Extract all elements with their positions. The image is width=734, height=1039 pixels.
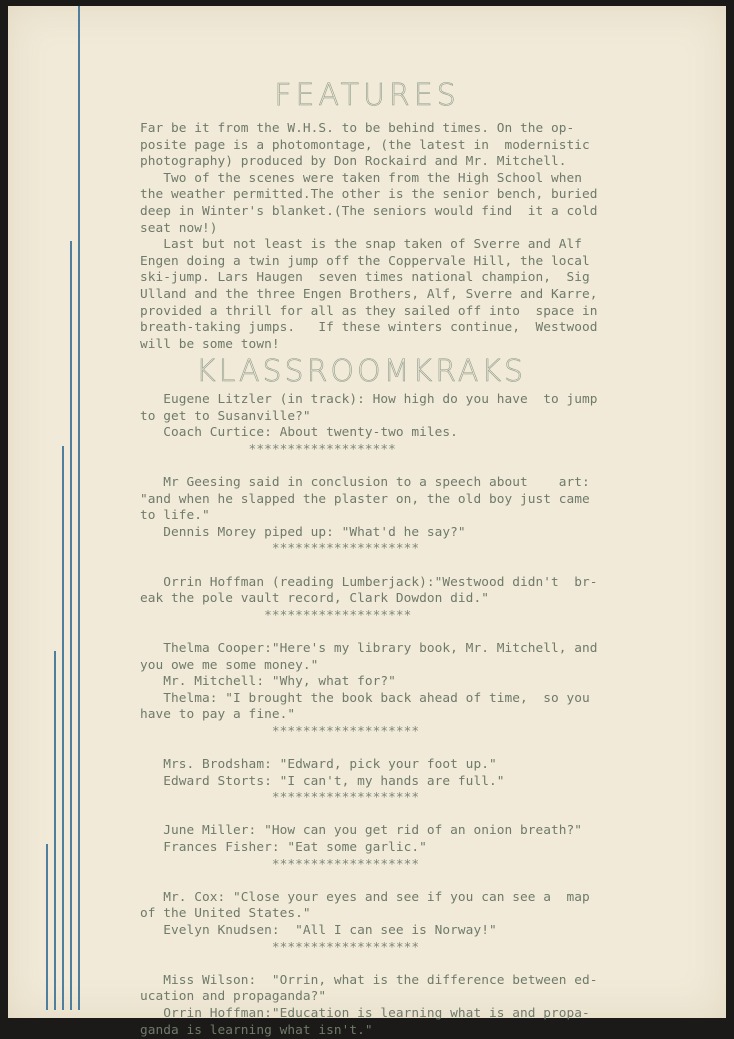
text-line: eak the pole vault record, Clark Dowdon did." [140,591,489,607]
text-line: Mrs. Brodsham: "Edward, pick your foot up." [140,757,497,773]
separator-line: ******************* [140,723,420,739]
text-line: Orrin Hoffman:"Education is learning what is and propa- [140,1005,590,1021]
text-line: the weather permitted.The other is the senior bench, buried [140,187,598,203]
text-line [140,558,708,575]
separator-line: ******************* [140,607,412,623]
text-line: Dennis Morey piped up: "What'd he say?" [140,524,466,540]
text-line: Engen doing a twin jump off the Coppervale Hill, the local [140,253,590,269]
text-line [140,458,708,475]
text-line: to life." [140,508,210,524]
klassroomkraks-heading: KLASSROOMKRAKS [195,354,527,389]
text-line: have to pay a fine." [140,707,296,723]
text-line: Mr. Mitchell: "Why, what for?" [140,674,396,690]
text-line: Mr Geesing said in conclusion to a speech about art: [140,474,590,490]
features-text [140,121,708,353]
text-line: Orrin Hoffman (reading Lumberjack):"Westwood didn't br- [140,574,598,590]
text-line: Edward Storts: "I can't, my hands are full." [140,773,505,789]
text-line: you owe me some money." [140,657,319,673]
text-line: Far be it from the W.H.S. to be behind times. On the op- [140,121,575,136]
text-line: to get to Susanville?" [140,408,311,424]
text-line: Miss Wilson: "Orrin, what is the difference between ed- [140,972,598,988]
margin-rule-4 [54,651,56,1010]
text-line [140,740,708,757]
text-line: Mr. Cox: "Close your eyes and see if you can see a map [140,889,590,905]
text-line: June Miller: "How can you get rid of an onion breath?" [140,823,582,839]
text-line: deep in Winter's blanket.(The seniors would find it a cold [140,203,598,219]
text-line: ganda is learning what isn't." [140,1022,373,1038]
text-line: Eugene Litzler (in track): How high do you have to jump [140,392,598,407]
margin-rule-1 [78,6,80,1010]
text-line: ski-jump. Lars Haugen seven times national champion, Sig [140,270,590,286]
text-line: of the United States." [140,906,311,922]
separator-line: ******************* [140,939,420,955]
text-line: photography) produced by Don Rockaird and Mr. Mitchell. [140,154,567,170]
document-page [8,6,726,1038]
margin-rule-5 [46,844,48,1010]
text-line: provided a thrill for all as they sailed off into space in [140,303,598,319]
text-line: will be some town! [140,336,280,352]
text-line: Last but not least is the snap taken of Sverre and Alf [140,237,582,253]
margin-rule-3 [62,446,64,1010]
separator-line: ******************* [140,856,420,872]
text-line [140,956,708,973]
text-line: seat now!) [140,220,218,236]
text-line [140,807,708,824]
text-line [140,624,708,641]
klassroomkraks-text [140,392,708,1039]
text-line: ucation and propaganda?" [140,989,327,1005]
text-line: Evelyn Knudsen: "All I can see is Norway!" [140,923,497,938]
separator-line: ******************* [140,541,420,557]
features-heading: FEATURES [274,78,460,113]
text-line: "and when he slapped the plaster on, the old boy just came [140,491,590,507]
separator-line: ******************* [140,441,396,457]
separator-line: ******************* [140,790,420,806]
text-line: Thelma Cooper:"Here's my library book, Mr. Mitchell, and [140,640,598,656]
text-line [140,873,708,890]
text-line: Frances Fisher: "Eat some garlic." [140,840,427,856]
text-line: posite page is a photomontage, (the latest in modernistic [140,137,590,153]
text-line: Two of the scenes were taken from the High School when [140,170,582,186]
text-line: Thelma: "I brought the book back ahead of time, so you [140,690,590,706]
text-line: Ulland and the three Engen Brothers, Alf, Sverre and Karre, [140,286,598,302]
text-line: Coach Curtice: About twenty-two miles. [140,425,458,441]
text-line: breath-taking jumps. If these winters continue, Westwood [140,320,598,336]
